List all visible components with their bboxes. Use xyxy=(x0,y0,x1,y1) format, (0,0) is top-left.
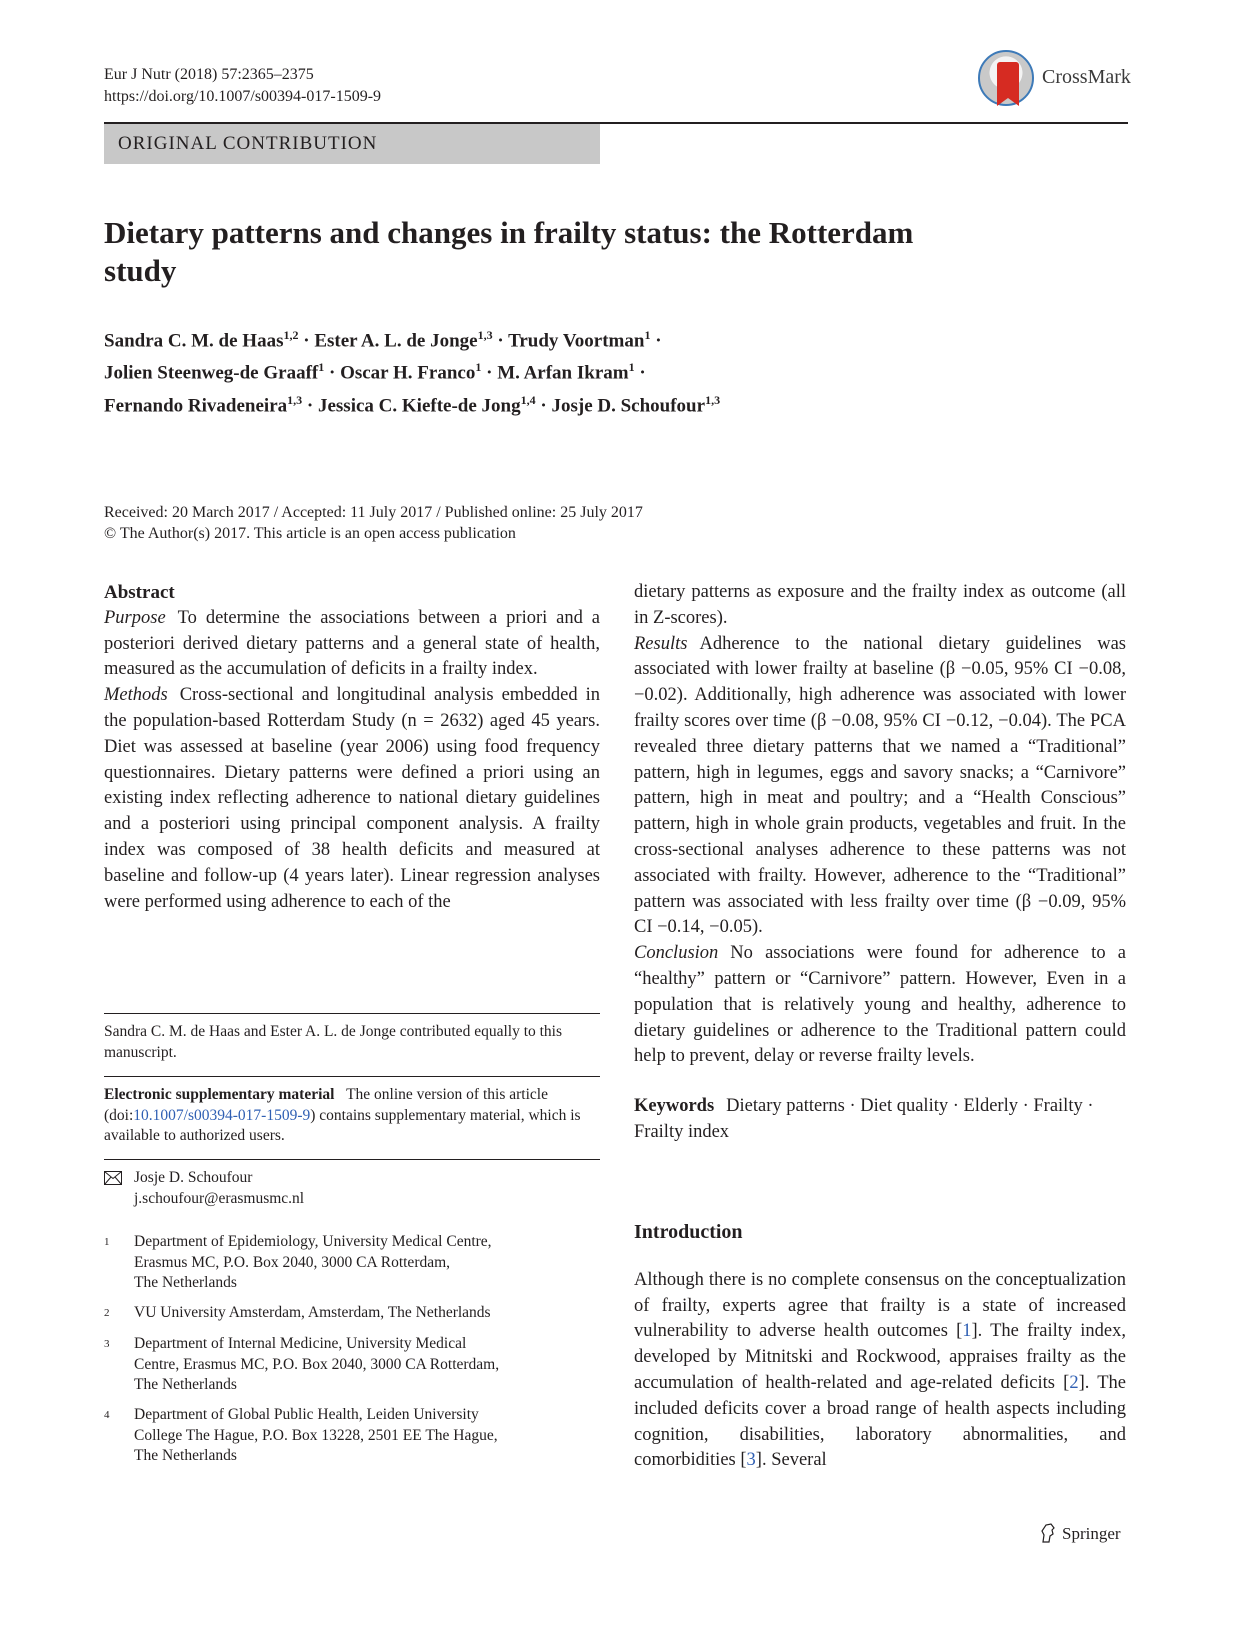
intro-text: ]. The included deficits cover a broad range of health aspects including cognition, disabilities, laboratory abnormalities, and comorbidities [ xyxy=(634,1372,1127,1471)
abstract-methods xyxy=(104,683,600,915)
introduction-paragraph xyxy=(634,1268,1126,1474)
results-text: Adherence to the national dietary guidelines was associated with lower frailty at baseline (β −0.05, 95% CI −0.08, −0.02). Additionally, high adherence was associated with lower frailty scores over time (β −0.08, 95% CI −0.12, −0.04). The PCA revealed three dietary patterns that we named a “Traditional” pattern, high in legumes, eggs and savory snacks; a “Carnivore” pattern, high in meat and poultry; and a “Health Conscious” pattern, high in whole grain products, vegetables and fruit. In the cross-sectional analyses adherence to these patterns was not associated with frailty. However, adherence to the “Traditional” pattern was associated with less frailty over time (β −0.09, 95% CI −0.14, −0.05). xyxy=(634,633,1126,938)
publisher-name: Springer xyxy=(1062,1524,1121,1543)
citation-link[interactable]: 3 xyxy=(746,1450,756,1471)
keywords xyxy=(634,1094,1126,1146)
author[interactable]: Fernando Rivadeneira xyxy=(104,394,288,416)
crossmark-badge[interactable] xyxy=(978,50,1131,108)
affiliation-number: 2 xyxy=(104,1307,110,1319)
keywords-label: Keywords xyxy=(634,1096,715,1117)
affiliation-sup: 1 xyxy=(475,360,482,375)
publication-dates xyxy=(104,502,904,544)
author[interactable]: Josje D. Schoufour xyxy=(551,394,706,416)
affiliation-line: Centre, Erasmus MC, P.O. Box 2040, 3000 CA Rotterdam, xyxy=(134,1355,500,1373)
affiliation-line: College The Hague, P.O. Box 13228, 2501 EE The Hague, xyxy=(134,1426,498,1444)
esm-post: ) contains supplementary material, which is available to authorized users. xyxy=(104,1106,581,1144)
affiliation-sup: 1,3 xyxy=(477,328,493,342)
purpose-text: To determine the associations between a priori and a posteriori derived dietary patterns and a general state of health, measured as the accumulation of deficits in a frailty index. xyxy=(104,607,600,680)
corresponding-author xyxy=(104,1168,600,1209)
affiliation-sup: 1 xyxy=(644,328,651,342)
affiliation-line: The Netherlands xyxy=(134,1447,237,1464)
affiliation-number: 4 xyxy=(104,1409,110,1421)
citation-link[interactable]: 1 xyxy=(962,1321,972,1342)
publisher-logo xyxy=(1040,1523,1121,1544)
title-line: study xyxy=(104,253,177,288)
abstract-heading: Abstract xyxy=(104,582,175,603)
affiliation-line: The Netherlands xyxy=(134,1376,237,1393)
author[interactable]: M. Arfan Ikram xyxy=(497,362,629,384)
affiliation-line: Department of Global Public Health, Leiden University xyxy=(134,1406,479,1423)
esm-pre: The online version of this article (doi: xyxy=(104,1086,548,1124)
affiliation-line: VU University Amsterdam, Amsterdam, The Netherlands xyxy=(134,1304,491,1321)
affiliation-sup: 1 xyxy=(318,360,325,375)
envelope-icon xyxy=(104,1171,122,1185)
author[interactable]: Trudy Voortman xyxy=(508,330,645,352)
introduction-heading: Introduction xyxy=(634,1221,743,1243)
footnote-rule xyxy=(104,1159,600,1160)
article-title xyxy=(104,214,1004,290)
section-tag: ORIGINAL CONTRIBUTION xyxy=(104,124,600,164)
intro-text: ]. The frailty index, developed by Mitnitski and Rockwood, appraises frailty as the accumulation of health-related and age-related deficits [ xyxy=(634,1321,1126,1393)
author[interactable]: Sandra C. M. de Haas xyxy=(104,330,284,352)
doi-line[interactable]: https://doi.org/10.1007/s00394-017-1509-9 xyxy=(104,88,382,105)
introduction-section xyxy=(634,1220,1126,1474)
dates-line: Received: 20 March 2017 / Accepted: 11 July 2017 / Published online: 25 July 2017 xyxy=(104,504,643,521)
author-line: Fernando Rivadeneira$^{1,3}$ · Jessica C. Kiefte-de Jong$^{1,4}$ · Josje D. Schoufour$^{1,3}$ xyxy=(104,392,721,416)
affiliation-sup: 1,2 xyxy=(283,328,299,342)
abstract-right xyxy=(634,580,1126,1146)
methods-continued: dietary patterns as exposure and the frailty index as outcome (all in Z-scores). xyxy=(634,582,1126,628)
author[interactable]: Ester A. L. de Jonge xyxy=(314,330,478,352)
affiliation-sup: 1 xyxy=(628,360,635,375)
footnote-rule xyxy=(104,1076,600,1077)
keywords-text: Dietary patterns · Diet quality · Elderly · Frailty · Frailty index xyxy=(634,1096,1094,1142)
affiliations xyxy=(104,1232,600,1472)
crossmark-icon xyxy=(978,50,1034,106)
affiliation-number: 1 xyxy=(104,1236,110,1248)
affiliation-sup: 1,3 xyxy=(287,392,303,407)
author[interactable]: Jolien Steenweg-de Graaff xyxy=(104,362,319,384)
affiliation-sup: 1,3 xyxy=(705,392,721,407)
methods-label: Methods xyxy=(104,685,168,706)
affiliation-sup: 1,4 xyxy=(520,392,536,407)
author-line: Sandra C. M. de Haas$^{1,2}$ · Ester A. L. de Jonge$^{1,3}$ · Trudy Voortman$^1$ · xyxy=(104,328,662,352)
citation-link[interactable]: 2 xyxy=(1069,1372,1079,1393)
journal-citation xyxy=(104,64,381,108)
intro-text: ]. Several xyxy=(755,1450,827,1471)
affiliation-line: Department of Epidemiology, University Medical Centre, xyxy=(134,1233,492,1250)
abstract-purpose xyxy=(104,606,600,683)
abstract-results xyxy=(634,632,1126,942)
title-line: Dietary patterns and changes in frailty status: the Rotterdam xyxy=(104,215,914,250)
author[interactable]: Oscar H. Franco xyxy=(340,362,476,384)
affiliation-line: Department of Internal Medicine, University Medical xyxy=(134,1335,467,1352)
affiliation-line: Erasmus MC, P.O. Box 2040, 3000 CA Rotterdam, xyxy=(134,1253,451,1271)
methods-text: Cross-sectional and longitudinal analysis embedded in the population-based Rotterdam Study (n = 2632) aged 45 years. Diet was assessed at baseline (year 2006) using food frequency questionnaires. Dietary patterns were defined a priori using an existing index reflecting adherence to national dietary guidelines and a posteriori using principal component analysis. A frailty index was composed of 38 health deficits and measured at baseline and follow-up (4 years later). Linear regression analyses were performed using adherence to each of the xyxy=(104,685,600,912)
esm-doi-link[interactable]: 10.1007/s00394-017-1509-9 xyxy=(133,1106,311,1124)
author[interactable]: Jessica C. Kiefte-de Jong xyxy=(317,394,521,416)
esm-note xyxy=(104,1085,600,1147)
crossmark-label: CrossMark xyxy=(1042,66,1131,88)
affiliation-number: 3 xyxy=(104,1338,110,1350)
abstract-conclusion xyxy=(634,941,1126,1070)
author-line: Jolien Steenweg-de Graaff$^1$ · Oscar H. Franco$^1$ · M. Arfan Ikram$^1$ · xyxy=(104,360,646,384)
esm-label: Electronic supplementary material xyxy=(104,1086,335,1103)
intro-text: Although there is no complete consensus on the conceptualization of frailty, experts agree that frailty is a state of increased vulnerability to adverse health outcomes [ xyxy=(634,1269,1126,1342)
author-list xyxy=(104,322,1004,419)
conclusion-label: Conclusion xyxy=(634,943,719,964)
contact-email[interactable]: j.schoufour@erasmusmc.nl xyxy=(134,1189,305,1207)
springer-horse-icon xyxy=(1040,1523,1056,1543)
results-label: Results xyxy=(634,633,688,654)
purpose-label: Purpose xyxy=(104,607,166,628)
contact-name: Josje D. Schoufour xyxy=(134,1169,253,1186)
affiliation-line: The Netherlands xyxy=(134,1274,237,1291)
license-line: © The Author(s) 2017. This article is an open access publication xyxy=(104,525,516,542)
footnote-rule xyxy=(104,1013,600,1014)
conclusion-text: No associations were found for adherence to a “healthy” pattern or “Carnivore” pattern. However, Even in a population that is relatively young and healthy, adherence to dietary guidelines or adherence to the Traditional pattern could help to prevent, delay or reverse frailty levels. xyxy=(634,943,1126,1067)
equal-contribution-note: Sandra C. M. de Haas and Ester A. L. de Jonge contributed equally to this manuscript. xyxy=(104,1023,563,1061)
journal-line: Eur J Nutr (2018) 57:2365–2375 xyxy=(104,66,314,83)
abstract-left xyxy=(104,580,600,915)
